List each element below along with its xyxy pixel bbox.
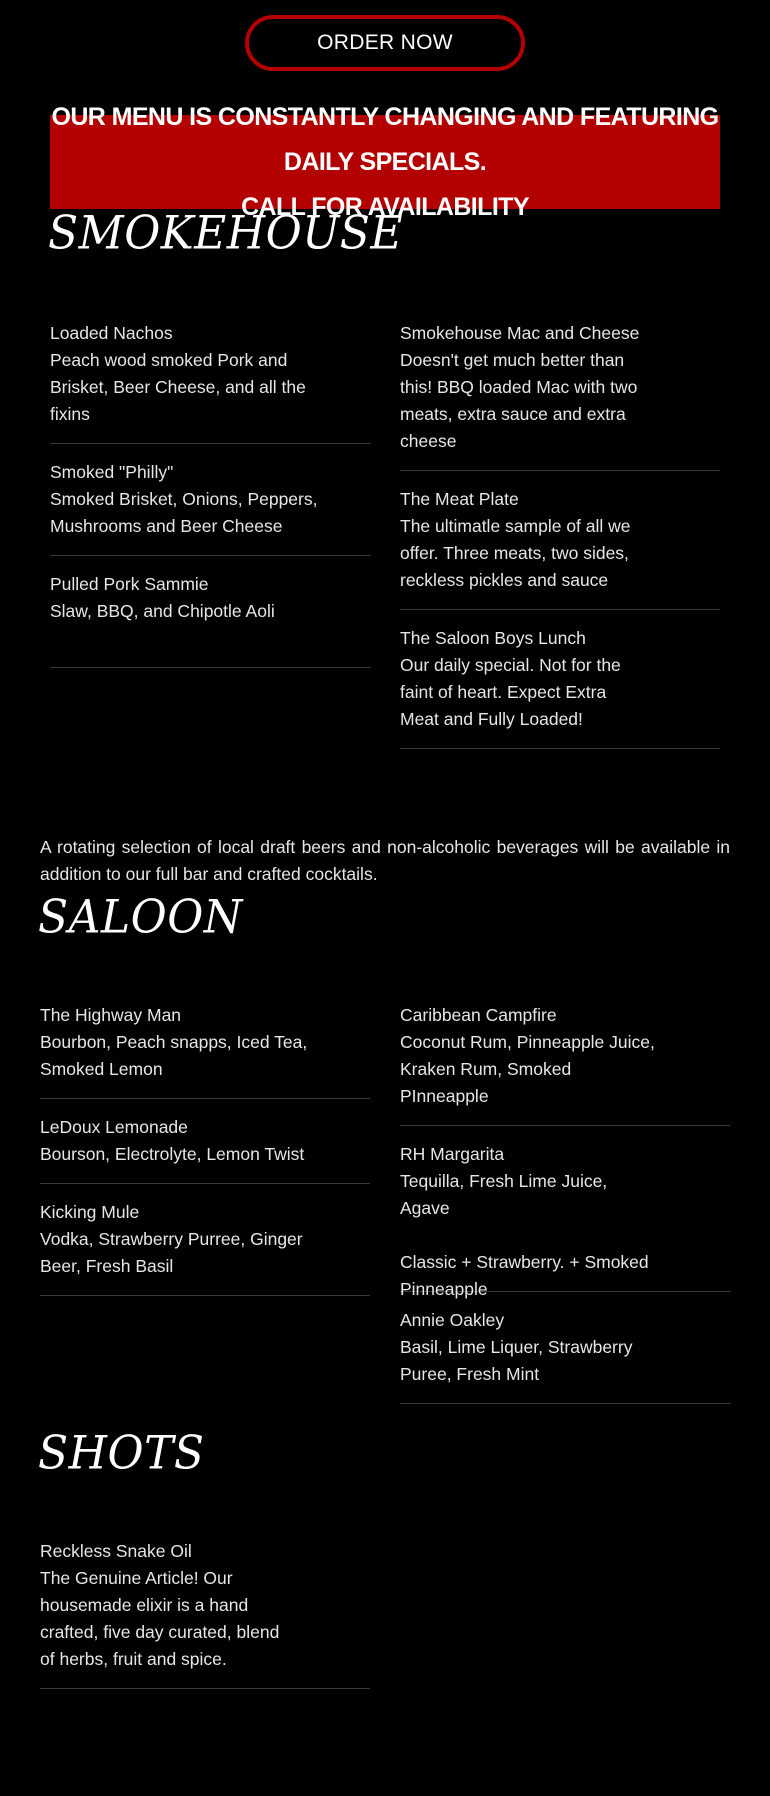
item-name: Pulled Pork Sammie — [50, 574, 209, 594]
specials-banner — [50, 102, 720, 221]
item-extra: Classic + Strawberry. + Smoked Pinneapple — [400, 1252, 649, 1299]
order-now-button[interactable]: ORDER NOW — [245, 15, 525, 71]
menu-item — [400, 610, 720, 749]
item-description: The ultimatle sample of all we offer. Three meats, two sides, reckless pickles and sauce — [400, 516, 631, 590]
menu-item — [400, 320, 720, 471]
banner-line-2: CALL FOR AVAILABILITY — [241, 192, 529, 221]
smokehouse-right-column — [400, 320, 720, 749]
smokehouse-left-column — [50, 320, 370, 668]
smokehouse-title: SMOKEHOUSE — [48, 206, 404, 261]
item-name: Loaded Nachos — [50, 323, 173, 343]
menu-item — [40, 1002, 370, 1099]
item-name: LeDoux Lemonade — [40, 1117, 188, 1137]
item-name: The Saloon Boys Lunch — [400, 628, 586, 648]
menu-item — [50, 444, 370, 556]
banner-line-1: OUR MENU IS CONSTANTLY CHANGING AND FEATURING DAILY SPECIALS. — [51, 102, 719, 176]
item-name: The Highway Man — [40, 1005, 182, 1025]
menu-item — [40, 1099, 370, 1184]
item-name: Annie Oakley — [400, 1310, 505, 1330]
menu-item — [400, 1126, 730, 1299]
beverage-note: A rotating selection of local draft beers and non-alcoholic beverages will be available in addition to our full bar and crafted cocktails. — [40, 837, 730, 884]
saloon-title: SALOON — [38, 890, 243, 945]
item-description: Smoked Brisket, Onions, Peppers, Mushrooms and Beer Cheese — [50, 489, 318, 536]
shots-left-column — [40, 1538, 370, 1689]
item-name: Caribbean Campfire — [400, 1005, 557, 1025]
item-description: Doesn't get much better than this! BBQ loaded Mac with two meats, extra sauce and extra cheese — [400, 350, 638, 451]
item-name: The Meat Plate — [400, 489, 519, 509]
menu-item — [40, 1538, 370, 1689]
menu-item — [50, 556, 370, 668]
item-description: Vodka, Strawberry Purree, Ginger Beer, Fresh Basil — [40, 1229, 303, 1276]
menu-item — [40, 1184, 370, 1296]
item-description: Peach wood smoked Pork and Brisket, Beer Cheese, and all the fixins — [50, 350, 306, 424]
item-name: Reckless Snake Oil — [40, 1541, 192, 1561]
item-description: Our daily special. Not for the faint of heart. Expect Extra Meat and Fully Loaded! — [400, 655, 621, 729]
menu-item — [400, 471, 720, 610]
item-name: Kicking Mule — [40, 1202, 140, 1222]
item-description: Coconut Rum, Pinneapple Juice, Kraken Rum, Smoked PInneapple — [400, 1032, 655, 1106]
shots-title: SHOTS — [38, 1426, 205, 1481]
menu-item — [400, 1002, 730, 1126]
saloon-left-column — [40, 1002, 370, 1296]
item-description: Bourbon, Peach snapps, Iced Tea, Smoked Lemon — [40, 1032, 308, 1079]
item-description: Basil, Lime Liquer, Strawberry Puree, Fresh Mint — [400, 1337, 633, 1384]
menu-item — [50, 320, 370, 444]
item-description: Slaw, BBQ, and Chipotle Aoli — [50, 601, 275, 621]
item-description: The Genuine Article! Our housemade elixir is a hand crafted, five day curated, blend of herbs, fruit and spice. — [40, 1568, 280, 1669]
item-description: Bourson, Electrolyte, Lemon Twist — [40, 1144, 305, 1164]
menu-item — [400, 1292, 730, 1404]
item-name: Smokehouse Mac and Cheese — [400, 323, 640, 343]
item-name: RH Margarita — [400, 1144, 505, 1164]
saloon-right-column — [400, 1002, 730, 1404]
item-description: Tequilla, Fresh Lime Juice, Agave — [400, 1171, 608, 1218]
item-name: Smoked "Philly" — [50, 462, 174, 482]
